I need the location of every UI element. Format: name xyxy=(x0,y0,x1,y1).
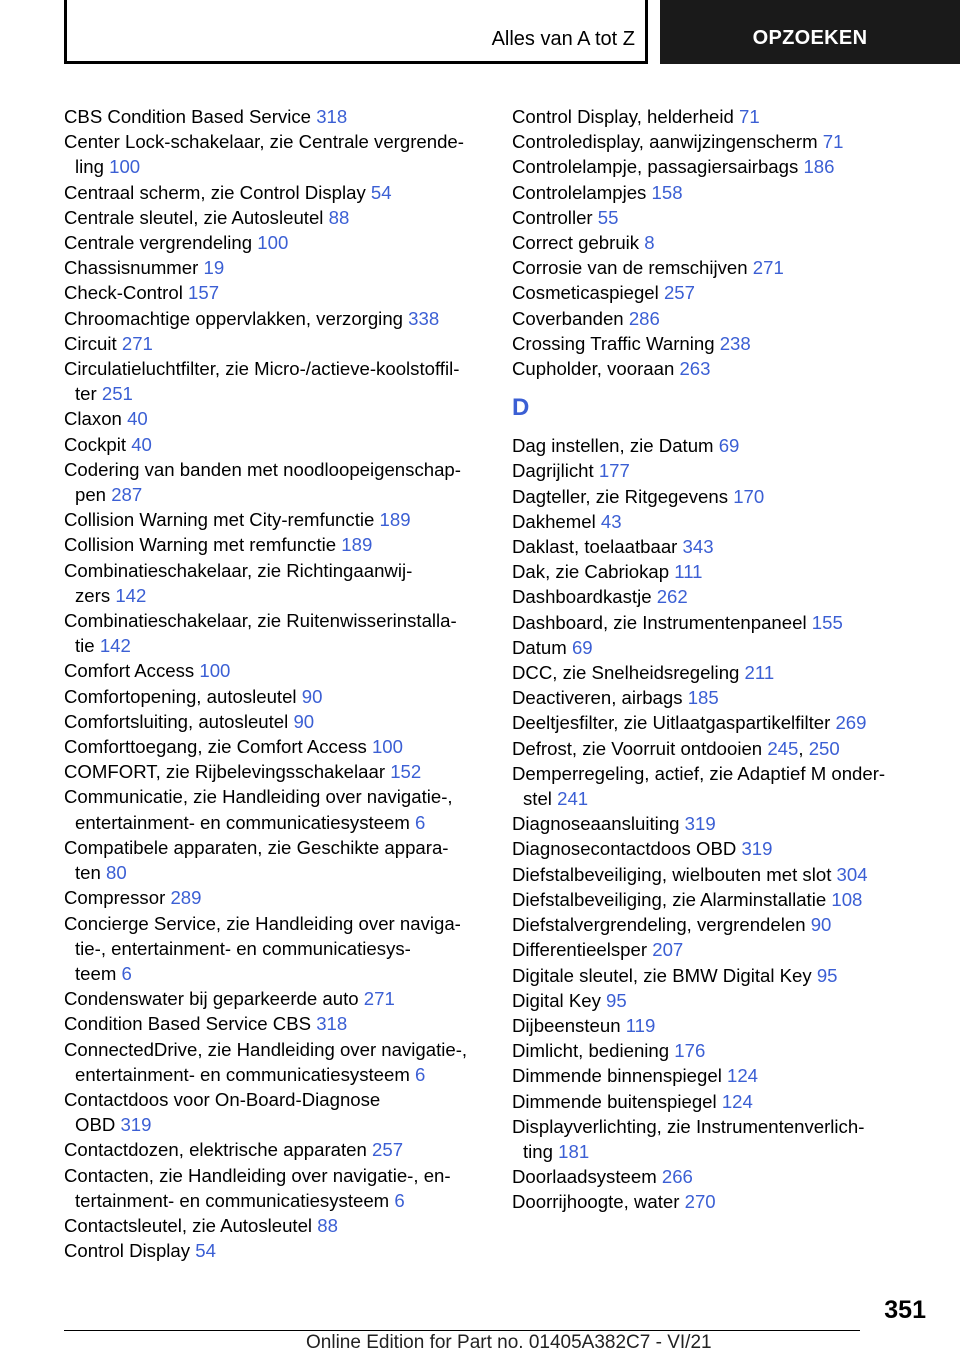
index-entry-text: Chroomachtige oppervlakken, verzorging xyxy=(64,307,403,329)
page-reference-link[interactable]: 177 xyxy=(598,460,630,482)
index-entry xyxy=(64,280,484,305)
index-entry-text: Cosmeticaspiegel xyxy=(512,282,659,304)
index-entry-text: Dimmende binnenspiegel xyxy=(512,1065,722,1087)
page-reference-link[interactable]: 185 xyxy=(687,687,719,709)
index-entry xyxy=(512,154,932,179)
index-entry-text: Diagnosecontactdoos OBD xyxy=(512,838,737,860)
page-reference-link[interactable]: 142 xyxy=(99,635,131,657)
index-entry-text: Coverbanden xyxy=(512,307,624,329)
page-reference-link[interactable]: 211 xyxy=(744,662,775,684)
index-entry xyxy=(512,937,932,962)
index-entry xyxy=(512,887,932,912)
index-entry-text: Control Display xyxy=(64,1240,191,1262)
index-entry xyxy=(64,1137,484,1162)
index-entry-text: Daklast, toelaatbaar xyxy=(512,536,678,558)
index-entry-text: Controller xyxy=(512,206,593,228)
page-reference-link[interactable]: 88 xyxy=(328,206,350,228)
index-entry-text: Centrale sleutel, zie Autosleutel xyxy=(64,206,324,228)
page-reference-link[interactable]: 304 xyxy=(836,863,868,885)
page-reference-link[interactable]: 8 xyxy=(644,232,655,254)
page-reference-link[interactable]: 100 xyxy=(257,232,289,254)
index-entry-text: Center Lock-schakelaar, zie Centrale vergrende- xyxy=(64,131,464,153)
index-entry xyxy=(512,710,932,735)
page-reference-link[interactable]: 170 xyxy=(733,485,765,507)
index-entry xyxy=(512,584,932,609)
index-entry xyxy=(512,509,932,534)
index-entry-text: Differentieelsper xyxy=(512,939,648,961)
index-entry xyxy=(512,836,932,861)
index-entry-text: Centrale vergrendeling xyxy=(64,232,253,254)
page-reference-link[interactable]: 90 xyxy=(301,685,323,707)
index-entry-text: Collision Warning met remfunctie xyxy=(64,534,337,556)
page-reference-link[interactable]: 55 xyxy=(597,206,619,228)
index-entry-text: Displayverlichting, zie Instrumentenverlich- xyxy=(512,1115,865,1137)
index-entry xyxy=(64,1037,484,1087)
index-entry xyxy=(64,759,484,784)
index-entry xyxy=(64,558,484,608)
index-entry xyxy=(64,331,484,356)
section-title: Alles van A tot Z xyxy=(491,28,635,50)
page-reference-link[interactable]: 319 xyxy=(684,813,716,835)
index-entry-text: Diagnoseaansluiting xyxy=(512,813,680,835)
index-entry xyxy=(64,507,484,532)
index-entry xyxy=(512,458,932,483)
page-reference-link[interactable]: 287 xyxy=(111,484,143,506)
index-entry xyxy=(512,1013,932,1038)
page-reference-link[interactable]: 142 xyxy=(115,584,147,606)
index-entry-text: Dakhemel xyxy=(512,510,596,532)
page-reference-link[interactable]: 270 xyxy=(684,1191,716,1213)
index-entry-text: ling xyxy=(75,156,104,178)
index-entry-text: Datum xyxy=(512,636,567,658)
page-number: 351 xyxy=(884,1296,926,1324)
page-reference-link[interactable]: 6 xyxy=(121,962,132,984)
index-entry xyxy=(64,356,484,406)
index-entry-text: Comfortsluiting, autosleutel xyxy=(64,710,289,732)
index-entry-text: Dagteller, zie Ritgegevens xyxy=(512,485,729,507)
index-entry xyxy=(512,660,932,685)
page-reference-link[interactable]: 251 xyxy=(101,383,133,405)
page-reference-link[interactable]: 241 xyxy=(557,788,589,810)
index-entry xyxy=(512,255,932,280)
index-entry xyxy=(512,104,932,129)
index-entry xyxy=(64,180,484,205)
footer-divider xyxy=(64,1330,860,1331)
index-entry-text: Condition Based Service CBS xyxy=(64,1013,312,1035)
page-reference-link[interactable]: 155 xyxy=(811,611,843,633)
index-entry-text: pen xyxy=(75,484,107,506)
index-entry-text: DCC, zie Snelheidsregeling xyxy=(512,662,740,684)
page-reference-link[interactable]: 71 xyxy=(739,106,760,127)
page-reference-link[interactable]: 80 xyxy=(106,862,127,884)
index-entry xyxy=(512,534,932,559)
page-reference-link[interactable]: 245 xyxy=(767,737,799,759)
page-reference-link[interactable]: 319 xyxy=(120,1114,152,1136)
page-reference-link[interactable]: 69 xyxy=(718,435,740,457)
index-entry xyxy=(64,784,484,834)
index-entry xyxy=(64,255,484,280)
index-entry xyxy=(512,559,932,584)
index-entry xyxy=(512,484,932,509)
index-entry xyxy=(512,963,932,988)
index-entry-text: zers xyxy=(75,584,111,606)
index-entry-text: Controlelampjes xyxy=(512,181,647,203)
page-reference-link[interactable]: 189 xyxy=(341,534,373,556)
page-reference-link[interactable]: 286 xyxy=(628,307,660,329)
header-frame-left xyxy=(64,0,67,64)
index-entry-text: Combinatieschakelaar, zie Richtingaanwij- xyxy=(64,559,413,581)
index-entry xyxy=(64,532,484,557)
index-entry-text: Compatibele apparaten, zie Geschikte appara- xyxy=(64,836,449,858)
page-reference-link[interactable]: 124 xyxy=(727,1065,759,1087)
index-entry xyxy=(512,862,932,887)
index-entry-text: Doorrijhoogte, water xyxy=(512,1191,680,1213)
index-entry xyxy=(64,658,484,683)
index-entry-text: Contactdozen, elektrische apparaten xyxy=(64,1139,367,1161)
index-entry xyxy=(512,685,932,710)
page-reference-link[interactable]: 189 xyxy=(379,509,411,531)
page-reference-link[interactable]: 319 xyxy=(741,838,773,860)
index-entry-text: Dijbeensteun xyxy=(512,1014,621,1036)
index-entry-text: Comforttoegang, zie Comfort Access xyxy=(64,736,367,758)
index-entry-text: Demperregeling, actief, zie Adaptief M onder- xyxy=(512,762,886,784)
index-entry-text: Comfort Access xyxy=(64,660,195,682)
index-entry xyxy=(512,610,932,635)
index-entry-text: Cupholder, vooraan xyxy=(512,358,675,380)
index-entry xyxy=(512,205,932,230)
index-entry xyxy=(64,1087,484,1137)
index-entry-text: Diefstalbeveiliging, wielbouten met slot xyxy=(512,863,832,885)
page-reference-link[interactable]: 181 xyxy=(558,1140,590,1162)
page-reference-link[interactable]: 262 xyxy=(656,586,688,608)
page-reference-link[interactable]: 238 xyxy=(719,332,751,354)
index-entry xyxy=(64,608,484,658)
index-entry-text: Circulatieluchtfilter, zie Micro-/actieve-koolstoffil- xyxy=(64,358,460,380)
index-entry-text: Diefstalvergrendeling, vergrendelen xyxy=(512,914,806,936)
index-entry-text: OBD xyxy=(75,1114,116,1136)
page-reference-link[interactable]: 40 xyxy=(127,408,148,430)
index-entry-text: Claxon xyxy=(64,408,122,430)
index-entry-text: Dag instellen, zie Datum xyxy=(512,435,714,457)
page-reference-link[interactable]: 343 xyxy=(682,536,714,558)
index-entry-text: Dimmende buitenspiegel xyxy=(512,1090,717,1112)
index-entry-text: Dimlicht, bediening xyxy=(512,1040,670,1062)
page-reference-link[interactable]: 271 xyxy=(363,988,395,1010)
page-reference-link[interactable]: 250 xyxy=(808,737,840,759)
index-entry xyxy=(512,1089,932,1114)
index-letter-heading: D xyxy=(512,394,530,422)
index-entry-text: Dak, zie Cabriokap xyxy=(512,561,670,583)
index-entry-text: Centraal scherm, zie Control Display xyxy=(64,181,366,203)
page-reference-link[interactable]: 90 xyxy=(810,914,832,936)
page-reference-link[interactable]: 338 xyxy=(408,307,440,329)
page-reference-link[interactable]: 186 xyxy=(803,156,835,178)
index-entry-text: Dashboard, zie Instrumentenpaneel xyxy=(512,611,807,633)
page-reference-link[interactable]: 95 xyxy=(606,989,627,1011)
page-reference-link[interactable]: 271 xyxy=(752,257,784,279)
index-entry xyxy=(64,1011,484,1036)
index-entry-text: Contacten, zie Handleiding over navigatie-, en- xyxy=(64,1164,451,1186)
index-entry-text: Concierge Service, zie Handleiding over naviga- xyxy=(64,912,461,934)
page-reference-link[interactable]: 257 xyxy=(663,282,695,304)
index-entry-text: Comfortopening, autosleutel xyxy=(64,685,297,707)
index-entry xyxy=(64,104,484,129)
page-reference-link[interactable]: 54 xyxy=(370,181,392,203)
page-reference-link[interactable]: 100 xyxy=(371,736,403,758)
index-entry xyxy=(64,835,484,885)
page-reference-link[interactable]: 40 xyxy=(131,433,152,455)
tab-opzoeken[interactable]: OPZOEKEN xyxy=(660,0,960,64)
page-reference-link[interactable]: 6 xyxy=(415,811,426,833)
index-entry-text: Communicatie, zie Handleiding over navigatie-, xyxy=(64,786,453,808)
index-entry xyxy=(512,129,932,154)
index-column-right xyxy=(512,104,932,1215)
index-entry xyxy=(512,1038,932,1063)
index-entry-text: Contactdoos voor On-Board-Diagnose xyxy=(64,1088,381,1110)
page-reference-link[interactable]: 158 xyxy=(651,181,683,203)
page-reference-link[interactable]: 318 xyxy=(316,1013,348,1035)
page-reference-link[interactable]: 289 xyxy=(170,887,202,909)
index-entry xyxy=(64,734,484,759)
index-entry xyxy=(64,709,484,734)
index-entry-text: entertainment- en communicatiesysteem xyxy=(75,1063,410,1085)
index-entry-text: Controledisplay, aanwijzingenscherm xyxy=(512,131,818,153)
page-reference-link[interactable]: 207 xyxy=(652,939,684,961)
page-reference-link[interactable]: 266 xyxy=(661,1166,693,1188)
page-reference-link[interactable]: 88 xyxy=(317,1214,338,1236)
index-entry xyxy=(64,1238,484,1263)
index-entry xyxy=(64,457,484,507)
index-entry-text: Check-Control xyxy=(64,282,183,304)
index-entry xyxy=(64,1163,484,1213)
page-reference-link[interactable]: 318 xyxy=(316,106,348,127)
index-entry-text: stel xyxy=(523,788,552,810)
index-entry-text: teem xyxy=(75,962,117,984)
index-entry xyxy=(512,1189,932,1214)
index-entry-text: ConnectedDrive, zie Handleiding over navigatie-, xyxy=(64,1038,468,1060)
index-entry xyxy=(64,230,484,255)
page-reference-link[interactable]: 271 xyxy=(121,332,153,354)
page-reference-link[interactable]: 157 xyxy=(188,282,220,304)
page-reference-link[interactable]: 269 xyxy=(835,712,867,734)
page-reference-link[interactable]: 124 xyxy=(721,1090,753,1112)
index-entry xyxy=(512,280,932,305)
index-entry-text: Dashboardkastje xyxy=(512,586,652,608)
index-entry-text: entertainment- en communicatiesysteem xyxy=(75,811,410,833)
index-entry: Defrost, zie Voorruit ontdooien 245, 250 xyxy=(512,737,840,759)
index-entry xyxy=(512,912,932,937)
index-entry xyxy=(512,230,932,255)
page-reference-link[interactable]: 119 xyxy=(625,1014,656,1036)
index-column-left xyxy=(64,104,484,1263)
index-entry-text: ten xyxy=(75,862,101,884)
page-reference-link[interactable]: 43 xyxy=(600,510,622,532)
index-entry xyxy=(512,761,932,811)
index-entry xyxy=(512,1114,932,1164)
index-entry-text: Deeltjesfilter, zie Uitlaatgaspartikelfilter xyxy=(512,712,831,734)
index-entry xyxy=(64,684,484,709)
index-entry-text: Control Display, helderheid xyxy=(512,106,734,127)
page-reference-link[interactable]: 6 xyxy=(415,1063,426,1085)
page-reference-link[interactable]: 6 xyxy=(394,1189,405,1211)
index-entry-text: Defrost, zie Voorruit ontdooien xyxy=(512,737,763,759)
index-entry xyxy=(512,180,932,205)
header-frame-right xyxy=(645,0,648,64)
index-entry xyxy=(64,306,484,331)
header-frame-bottom xyxy=(64,61,648,64)
index-entry-text: Controlelampje, passagiersairbags xyxy=(512,156,799,178)
index-entry xyxy=(64,911,484,987)
index-entry-text: tie-, entertainment- en communicatiesys- xyxy=(75,937,411,959)
index-entry-text: Deactiveren, airbags xyxy=(512,687,683,709)
page-reference-link[interactable]: 152 xyxy=(390,761,422,783)
index-entry-text: tie xyxy=(75,635,95,657)
index-entry xyxy=(64,885,484,910)
index-entry xyxy=(64,986,484,1011)
page-reference-link[interactable]: 257 xyxy=(372,1139,404,1161)
index-entry xyxy=(512,306,932,331)
index-entry-text: Chassisnummer xyxy=(64,257,199,279)
page-reference-link[interactable]: 95 xyxy=(816,964,838,986)
index-entry-text: COMFORT, zie Rijbelevingsschakelaar xyxy=(64,761,386,783)
index-entry-text: Digital Key xyxy=(512,989,601,1011)
index-entry xyxy=(64,432,484,457)
index-entry-text: Compressor xyxy=(64,887,166,909)
index-entry-text: Cockpit xyxy=(64,433,127,455)
index-entry xyxy=(512,635,932,660)
page-reference-link[interactable]: 19 xyxy=(203,257,225,279)
index-entry-text: Codering van banden met noodloopeigenschap- xyxy=(64,458,461,480)
index-entry xyxy=(512,1063,932,1088)
index-entry xyxy=(64,129,484,179)
index-entry-text: ter xyxy=(75,383,97,405)
index-entry-text: Circuit xyxy=(64,332,117,354)
index-entry xyxy=(512,356,932,381)
page-reference-link[interactable]: 90 xyxy=(293,710,315,732)
index-entry-text: Diefstalbeveiliging, zie Alarminstallatie xyxy=(512,888,827,910)
index-entry-text: Dagrijlicht xyxy=(512,460,594,482)
index-entry-text: Correct gebruik xyxy=(512,232,640,254)
page-reference-link[interactable]: 263 xyxy=(679,358,711,380)
index-entry-text: Collision Warning met City-remfunctie xyxy=(64,509,375,531)
index-entry-text: Doorlaadsysteem xyxy=(512,1166,657,1188)
page-reference-link[interactable]: 54 xyxy=(195,1240,216,1262)
page-reference-link[interactable]: 71 xyxy=(822,131,844,153)
index-entry-text: Contactsleutel, zie Autosleutel xyxy=(64,1214,313,1236)
index-entry xyxy=(512,1164,932,1189)
page-reference-link[interactable]: 108 xyxy=(831,888,863,910)
index-entry-text: CBS Condition Based Service xyxy=(64,106,312,127)
index-entry xyxy=(512,331,932,356)
page-reference-link[interactable]: 69 xyxy=(571,636,593,658)
index-entry-text: ting xyxy=(523,1140,553,1162)
index-entry-text: Digitale sleutel, zie BMW Digital Key xyxy=(512,964,812,986)
index-entry-text: Crossing Traffic Warning xyxy=(512,332,715,354)
page-reference-link[interactable]: 100 xyxy=(109,156,141,178)
index-entry xyxy=(64,1213,484,1238)
index-entry xyxy=(512,433,932,458)
index-entry xyxy=(64,205,484,230)
index-entry xyxy=(512,811,932,836)
index-entry-text: Combinatieschakelaar, zie Ruitenwisserinstalla- xyxy=(64,610,457,632)
index-entry-text: Condenswater bij geparkeerde auto xyxy=(64,988,359,1010)
index-entry xyxy=(64,406,484,431)
page-reference-link[interactable]: 111 xyxy=(674,561,703,583)
page-reference-link[interactable]: 100 xyxy=(199,660,231,682)
index-entry-text: tertainment- en communicatiesysteem xyxy=(75,1189,390,1211)
index-entry xyxy=(512,988,932,1013)
footer-edition-text: Online Edition for Part no. 01405A382C7 - VI/21 xyxy=(306,1332,712,1353)
index-entry-text: Corrosie van de remschijven xyxy=(512,257,748,279)
page-reference-link[interactable]: 176 xyxy=(674,1040,706,1062)
